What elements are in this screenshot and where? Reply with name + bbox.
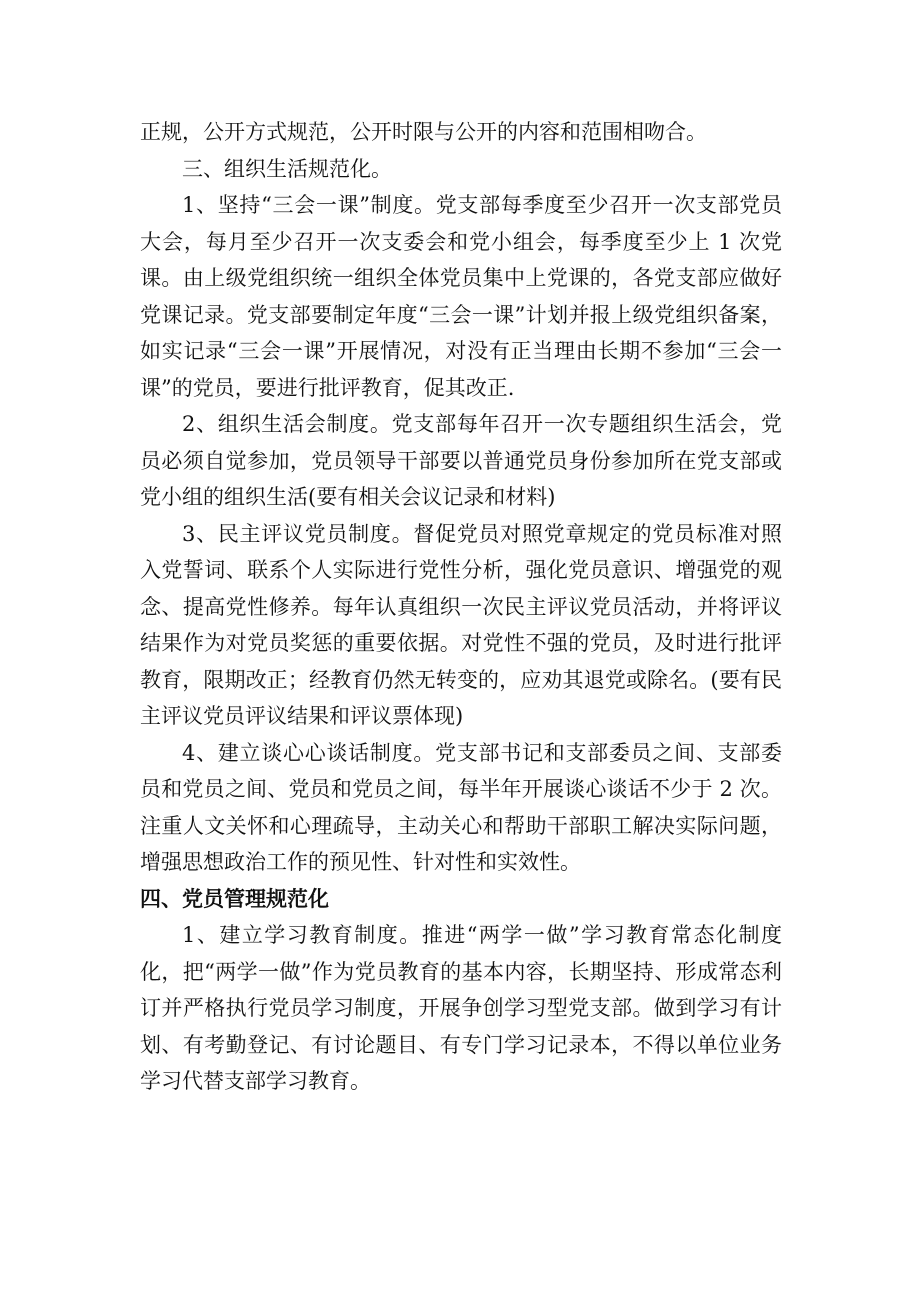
section-heading-four: 四、党员管理规范化 [140,886,329,911]
section-heading-three: 三、组织生活规范化。 [182,156,392,181]
paragraph-three-meetings: 1、坚持“三会一课”制度。党支部每季度至少召开一次支部党员大会，每月至少召开一次支委会和党小组会，每季度至少上 1 次党课。由上级党组织统一组织全体党员集中上党课的，各党支部应做好党课记录。党支部要制定年度“三会一课”计划并报上级党组织备案，如实记录“三会一课”开展情况，对没有正当理由长期不参加“三会一课”的党员，要进行批评教育，促其改正. [140,193,782,400]
paragraph-study-education: 1、建立学习教育制度。推进“两学一做”学习教育常态化制度化，把“两学一做”作为党员教育的基本内容，长期坚持、形成常态利订并严格执行党员学习制度，开展争创学习型党支部。做到学习有计划、有考勤登记、有讨论题目、有专门学习记录本，不得以单位业务学习代替支部学习教育。 [140,923,782,1093]
paragraph-heart-talk: 4、建立谈心心谈话制度。党支部书记和支部委员之间、支部委员和党员之间、党员和党员之间，每半年开展谈心谈话不少于 2 次。注重人文关怀和心理疏导，主动关心和帮助干部职工解决实际问题，增强思想政治工作的预见性、针对性和实效性。 [140,740,782,874]
paragraph-organization-life: 2、组织生活会制度。党支部每年召开一次专题组织生活会，党员必须自觉参加，党员领导干部要以普通党员身份参加所在党支部或党小组的组织生活(要有相关会议记录和材料) [140,412,782,509]
paragraph-democratic-evaluation: 3、民主评议党员制度。督促党员对照党章规定的党员标准对照入党誓词、联系个人实际进行党性分析，强化党员意识、增强党的观念、提高党性修养。每年认真组织一次民主评议党员活动，并将评议结果作为对党员奖惩的重要依据。对党性不强的党员，及时进行批评教育，限期改正；经教育仍然无转变的，应劝其退党或除名。(要有民主评议党员评议结果和评议票体现) [140,521,782,728]
document-body [140,114,782,1100]
paragraph-continuation: 正规，公开方式规范，公开时限与公开的内容和范围相吻合。 [140,120,707,144]
